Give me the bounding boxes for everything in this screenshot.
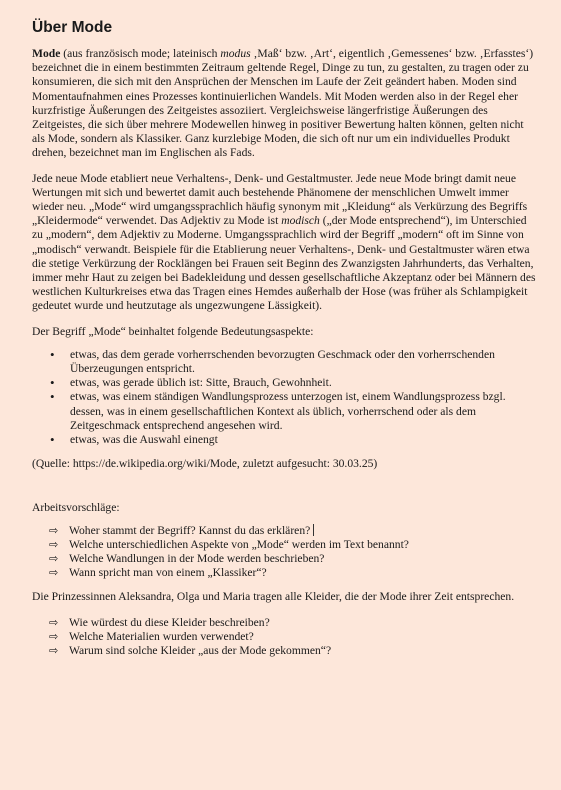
list-item: ⇨ Warum sind solche Kleider „aus der Mode gekommen“? [49,644,332,658]
list-item: • etwas, das dem gerade vorherrschenden bevorzugten Geschmack oder den vorherrschenden Überzeugungen entspricht. [50,348,539,376]
source-citation: (Quelle: https://de.wikipedia.org/wiki/Mode, zuletzt aufgesucht: 30.03.25) [32,457,378,471]
adjective-word: modisch [281,214,320,228]
meaning-intro: Der Begriff „Mode“ beinhaltet folgende Bedeutungsaspekte: [32,324,314,338]
latin-word: modus [220,47,251,60]
second-paragraph: Jede neue Mode etabliert neue Verhaltens-, Denk- und Gestaltmuster. Jede neue Mode bringt damit neue Wertungen mit sich und bewertet damit auch bestehende Phänomene der menschlichen Umwelt immer wieder neu. „Mode“ wird umgangssprachlich häufig synonym mit „Kleidung“ als Verkürzung des Begriffs „Kleidermode“ verwendet. Das Adjektiv zu Mode ist modisch („der Mode entsprechend“), im Unterschied zu „modern“, dem Adjektiv zu Moderne. Umgangssprachlich wird der Begriff „modern“ oft im Sinne von „modisch“ verwandt. Beispiele für die Etablierung neuer Verhaltens-, Denk- und Gestaltmuster wären etwa die stetige Verkürzung der Rocklängen bei Frauen seit Beginn des Zwanzigsten Jahrhunderts, das Verhalten, immer mehr Haut zu zeigen bei Badekleidung und dessen gesellschaftliche Akzeptanz oder bei Männern des westlichen Kulturkreises etwa das Tragen eines Hemdes außerhalb der Hose (was früher als Schlampigkeit gedeutet wurde und heutzutage als ungezwungene Lässigkeit). [32,171,536,313]
arrow-right-icon: ⇨ [49,644,59,658]
meaning-list [32,348,539,447]
princesses-paragraph: Die Prinzessinnen Aleksandra, Olga und Maria tragen alle Kleider, die der Mode ihrer Zeit entsprechen. [32,589,515,603]
arrow-right-icon: ⇨ [49,537,59,551]
list-item: ⇨ Welche Wandlungen in der Mode werden beschrieben? [49,552,325,566]
list-item: ⇨ Woher stammt der Begriff? Kannst du das erklären? [49,524,539,538]
arrow-right-icon: ⇨ [49,523,59,537]
list-item: • etwas, was einem ständigen Wandlungsprozess unterzogen ist, einem Wandlungsprozess bzgl. dessen, was in einem gesellschaftlichen Kontext als üblich, vorherrschend oder als dem Zeitgeschmack entsprechend angesehen wird. [50,390,539,433]
tasks-list-1 [32,524,539,581]
term-mode: Mode [32,47,61,60]
tasks-heading: Arbeitsvorschläge: [32,501,120,515]
arrow-right-icon: ⇨ [49,552,59,566]
intro-paragraph: Mode (aus französisch mode; lateinisch modus ‚Maß‘ bzw. ‚Art‘, eigentlich ‚Gemessenes‘ bzw. ‚Erfasstes‘) bezeichnet die in einem bestimmten Zeitraum geltende Regel, Dinge zu tun, zu gestalten, zu tragen oder zu konsumieren, die sich mit den Ansprüchen der Menschen im Laufe der Zeit geändert haben. Moden sind Momentaufnahmen eines Prozesses kontinuierlichen Wandels. Mit Moden werden also in der Regel eher kurzfristige Äußerungen des Zeitgeistes assoziiert. Vergleichsweise längerfristige Äußerungen des Zeitgeistes, die sich über mehrere Modewellen hinweg in positiver Bewertung halten können, gelten nicht als Mode, sondern als Klassiker. Ganz kurzlebige Moden, die sich oft nur um ein individuelles Produkt drehen, bezeichnet man im Englischen als Fads. [32,47,534,160]
text-cursor [313,524,314,536]
arrow-right-icon: ⇨ [49,629,59,643]
page-title: Über Mode [32,19,113,36]
list-item: • etwas, was gerade üblich ist: Sitte, Brauch, Gewohnheit. [50,376,539,390]
list-item: ⇨ Wann spricht man von einem „Klassiker“? [49,566,267,580]
arrow-right-icon: ⇨ [49,615,59,629]
list-item: ⇨ Wie würdest du diese Kleider beschreiben? [49,615,270,629]
arrow-right-icon: ⇨ [49,566,59,580]
list-item: • etwas, was die Auswahl einengt [50,433,539,447]
tasks-list-2 [32,616,539,659]
list-item: ⇨ Welche unterschiedlichen Aspekte von „Mode“ werden im Text benannt? [49,537,409,551]
list-item: ⇨ Welche Materialien wurden verwendet? [49,629,254,643]
